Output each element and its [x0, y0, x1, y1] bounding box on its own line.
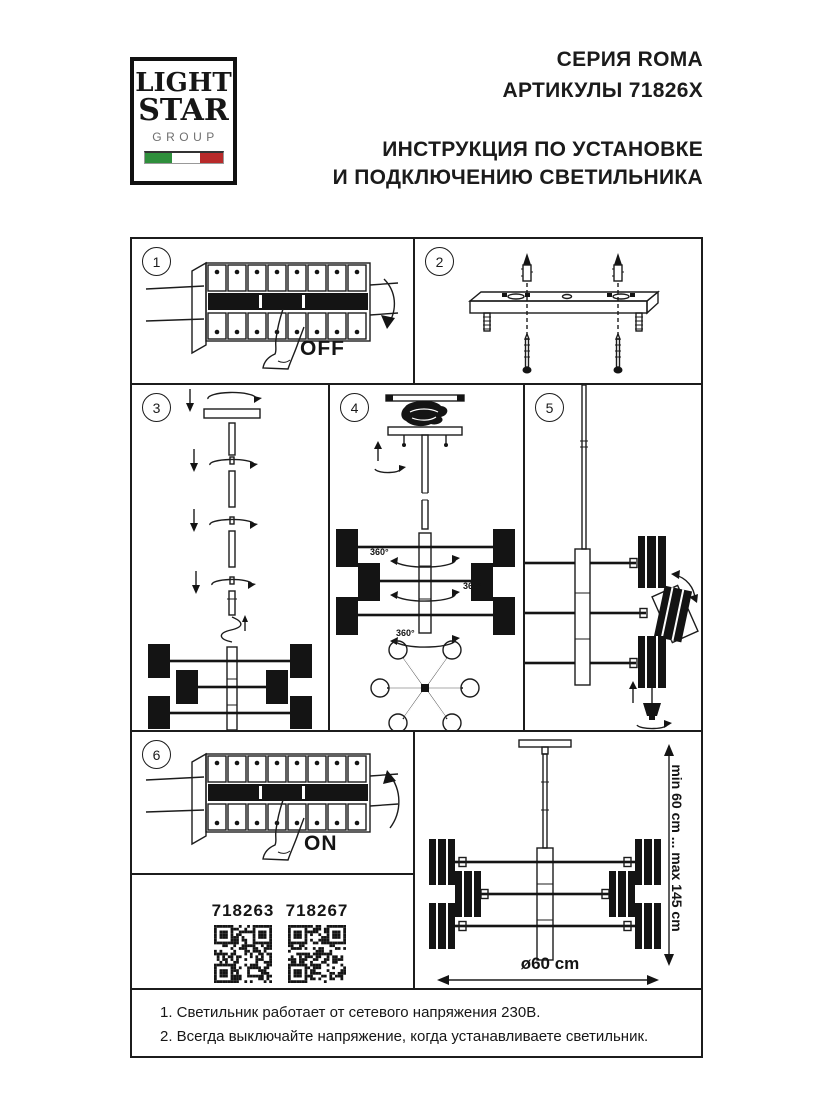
rod-assembly-illustration [132, 385, 328, 730]
step-3-panel [130, 383, 330, 732]
diameter-label: ø60 cm [520, 954, 580, 973]
rotate-360-label-3: 360° [396, 628, 415, 638]
article-718267 [284, 901, 350, 988]
series-header [503, 44, 703, 106]
dimensions-panel [413, 730, 703, 992]
article-qr-panel [130, 873, 415, 992]
step-5-badge: 5 [535, 393, 564, 422]
on-label: ON [304, 832, 338, 855]
title-line-2: И ПОДКЛЮЧЕНИЮ СВЕТИЛЬНИКА [332, 166, 703, 189]
italian-flag-stripe [144, 151, 224, 164]
flag-green [145, 153, 173, 163]
qr-code-718267 [284, 925, 350, 988]
step-6-panel [130, 730, 415, 875]
step-2-panel [413, 237, 703, 385]
height-range-label: min 60 cm ... max 145 cm [669, 764, 685, 932]
article-numbers: АРТИКУЛЫ 71826X [502, 79, 703, 102]
step-6-badge: 6 [142, 740, 171, 769]
article-718263 [210, 901, 276, 988]
arm-rotation-illustration [330, 385, 523, 730]
title-line-1: ИНСТРУКЦИЯ ПО УСТАНОВКЕ [382, 138, 703, 161]
logo-light: LIGHT [135, 68, 232, 98]
step-2-badge: 2 [425, 247, 454, 276]
flag-white [172, 153, 200, 163]
logo-star: STAR [138, 93, 229, 128]
step-4-badge: 4 [340, 393, 369, 422]
dimensions-illustration [415, 732, 701, 990]
footer-note-2: 2. Всегда выключайте напряжение, когда устанавливаете светильник. [160, 1028, 649, 1045]
circuit-breaker-off-illustration [132, 239, 413, 383]
lightstar-logo [130, 57, 237, 185]
step-5-panel [523, 383, 703, 732]
series-name: СЕРИЯ ROMA [556, 48, 703, 71]
off-label: OFF [300, 337, 345, 360]
article-code-left: 718263 [211, 901, 275, 920]
step-3-badge: 3 [142, 393, 171, 422]
shade-adjust-illustration [525, 385, 701, 730]
rotate-360-label-1: 360° [370, 547, 389, 557]
mounting-bracket-illustration [415, 239, 701, 383]
qr-code-718263 [210, 925, 276, 988]
footer-note-1: 1. Светильник работает от сетевого напряжения 230В. [160, 1004, 541, 1021]
step-1-panel [130, 237, 415, 385]
logo-group: GROUP [152, 130, 219, 144]
article-code-right: 718267 [285, 901, 349, 920]
step-1-badge: 1 [142, 247, 171, 276]
step-4-panel [328, 383, 525, 732]
flag-red [200, 153, 223, 163]
footer-notes [130, 988, 703, 1058]
rotate-360-label-2: 360° [463, 581, 482, 591]
page-title [333, 136, 703, 192]
circuit-breaker-on-illustration [132, 732, 413, 873]
